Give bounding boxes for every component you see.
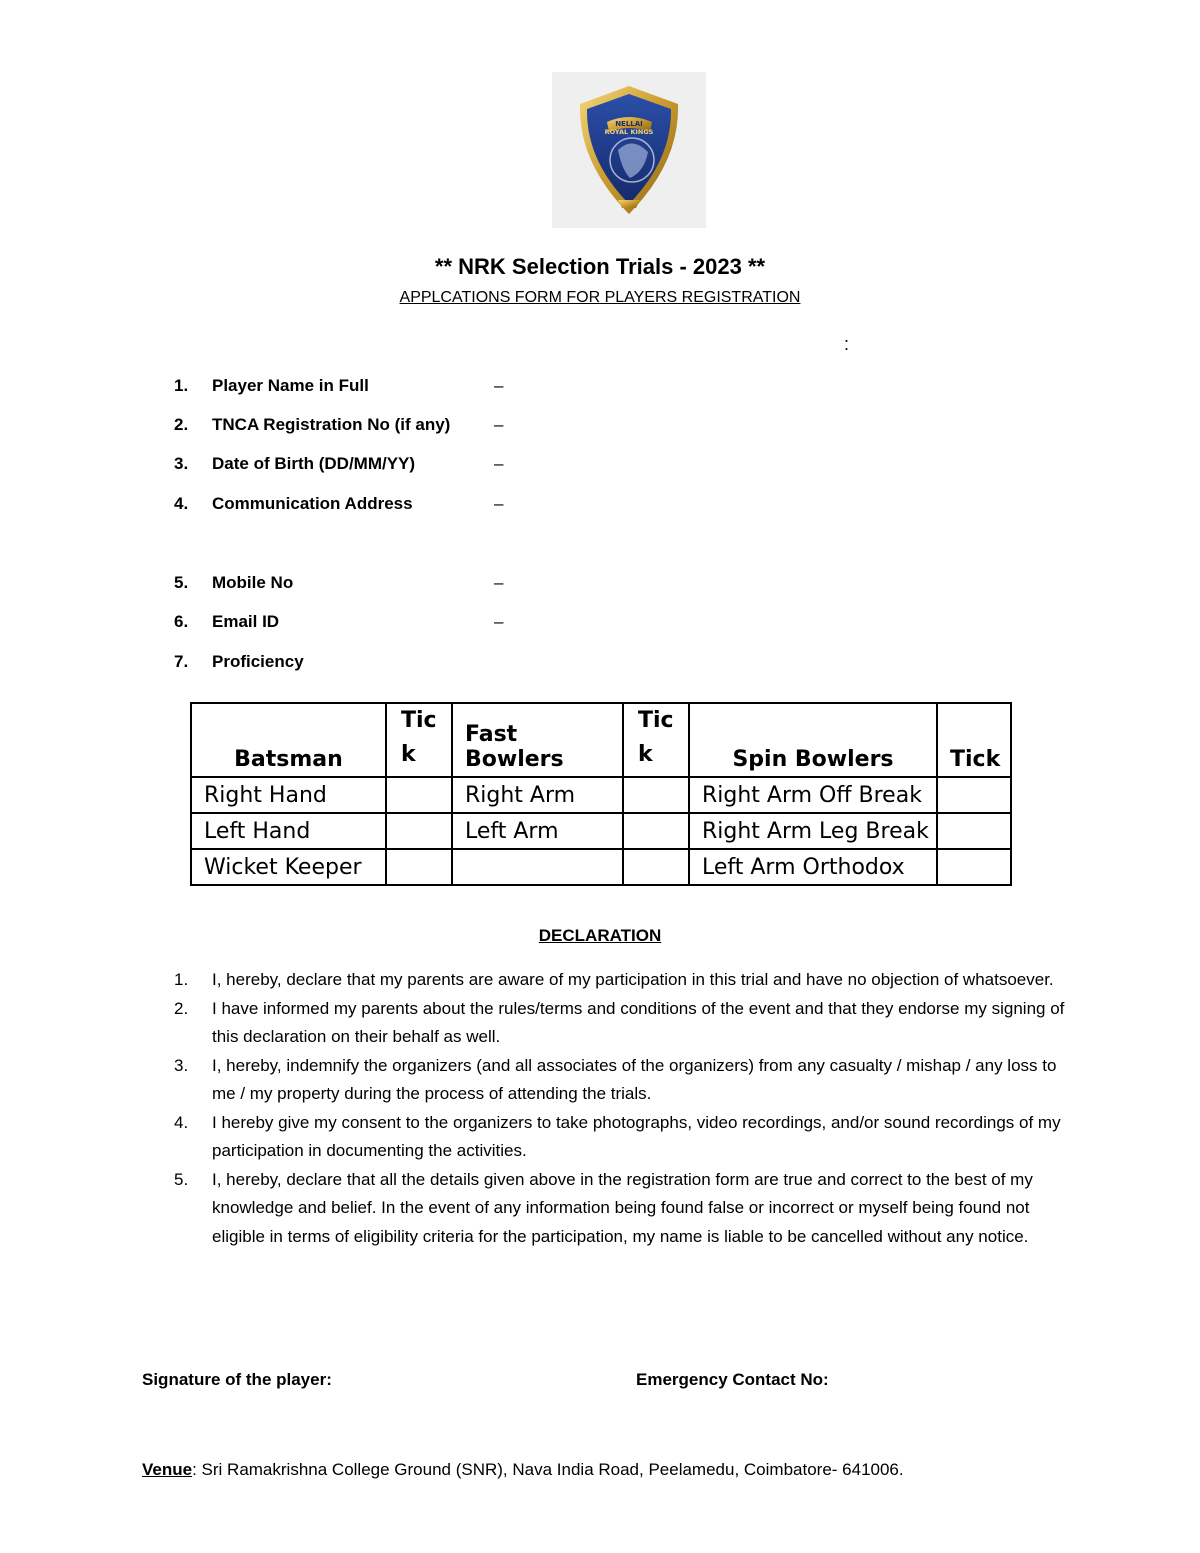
header-spin-bowlers: Spin Bowlers (689, 703, 937, 777)
declaration-item (0, 1109, 1080, 1166)
svg-text:ROYAL KINGS: ROYAL KINGS (604, 128, 654, 136)
header-tick-line: k (638, 742, 653, 767)
tick-checkbox-cell[interactable] (623, 777, 689, 813)
field-label: TNCA Registration No (if any) (212, 415, 451, 434)
header-tick (386, 703, 452, 777)
declaration-text: I, hereby, declare that my parents are aware of my participation in this trial and have no objection of whatsoever. (212, 970, 1054, 989)
cell-spin-bowler: Left Arm Orthodox (689, 849, 937, 885)
field-number: 2. (174, 415, 189, 434)
cell-fast-bowler: Left Arm (452, 813, 623, 849)
tick-checkbox-cell[interactable] (386, 777, 452, 813)
declaration-title: DECLARATION (538, 926, 662, 945)
field-number: 4. (174, 494, 189, 513)
tick-checkbox-cell[interactable] (937, 849, 1011, 885)
declaration-number: 1. (174, 970, 189, 989)
field-dash: – (494, 415, 504, 434)
cell-batsman: Right Hand (191, 777, 386, 813)
tick-checkbox-cell[interactable] (386, 813, 452, 849)
tick-checkbox-cell[interactable] (623, 849, 689, 885)
team-logo (552, 72, 706, 228)
declaration-item (0, 1052, 1080, 1109)
cell-spin-bowler: Right Arm Leg Break (689, 813, 937, 849)
field-label: Communication Address (212, 494, 413, 513)
declaration-number: 3. (174, 1055, 189, 1075)
tick-checkbox-cell[interactable] (386, 849, 452, 885)
cell-fast-bowler: Right Arm (452, 777, 623, 813)
header-tick-last: Tick (937, 703, 1011, 777)
cell-batsman: Left Hand (191, 813, 386, 849)
declaration-item (0, 1166, 1080, 1252)
declaration-text: I, hereby, declare that all the details given above in the registration form are true and correct to the best of my knowledge and belief. In the event of any information being found false or incorrect or myself being found not eligible in terms of eligibility criteria for the participation, my name is liable to be cancelled without any notice. (212, 1169, 1033, 1246)
field-label: Email ID (212, 612, 280, 631)
field-number: 3. (174, 454, 189, 473)
table-row (191, 813, 1011, 849)
header-tick-line: k (401, 742, 416, 767)
field-dash: – (494, 376, 504, 395)
field-number: 6. (174, 612, 189, 631)
colon-mark: : (844, 334, 850, 354)
signature-label: Signature of the player: (142, 1370, 332, 1389)
header-fast-bowlers: Fast Bowlers (452, 703, 623, 777)
table-row (191, 777, 1011, 813)
field-dash: – (494, 494, 504, 513)
declaration-number: 4. (174, 1112, 189, 1132)
declaration-item (0, 995, 1080, 1052)
field-label: Proficiency (212, 652, 304, 671)
cell-spin-bowler: Right Arm Off Break (689, 777, 937, 813)
declaration-text: I hereby give my consent to the organizers to take photographs, video recordings, and/or sound recordings of my participation in documenting the activities. (212, 1112, 1061, 1160)
field-dash: – (494, 612, 504, 631)
field-label: Player Name in Full (212, 376, 369, 395)
cell-fast-bowler (452, 849, 623, 885)
field-number: 5. (174, 573, 189, 592)
declaration-text: I have informed my parents about the rules/terms and conditions of the event and that they endorse my signing of this declaration on their behalf as well. (212, 998, 1065, 1046)
venue-text: : Sri Ramakrishna College Ground (SNR), Nava India Road, Peelamedu, Coimbatore- 641006. (192, 1460, 904, 1479)
page-title: ** NRK Selection Trials - 2023 ** (434, 254, 766, 279)
shield-crest-icon (552, 72, 706, 228)
declaration-list (0, 966, 1080, 1251)
field-number: 1. (174, 376, 189, 395)
field-label: Date of Birth (DD/MM/YY) (212, 454, 416, 473)
table-header-row (191, 703, 1011, 777)
header-batsman: Batsman (191, 703, 386, 777)
declaration-item (0, 966, 1080, 995)
tick-checkbox-cell[interactable] (937, 813, 1011, 849)
tick-checkbox-cell[interactable] (623, 813, 689, 849)
cell-batsman: Wicket Keeper (191, 849, 386, 885)
declaration-text: I, hereby, indemnify the organizers (and all associates of the organizers) from any casualty / mishap / any loss to me / my property during the process of attending the trials. (212, 1055, 1057, 1103)
tick-checkbox-cell[interactable] (937, 777, 1011, 813)
proficiency-table (190, 702, 1012, 886)
field-dash: – (494, 573, 504, 592)
header-tick (623, 703, 689, 777)
svg-text:NELLAI: NELLAI (615, 120, 643, 128)
form-subtitle: APPLCATIONS FORM FOR PLAYERS REGISTRATION (399, 289, 801, 306)
field-label: Mobile No (212, 573, 294, 592)
emergency-contact-label: Emergency Contact No: (636, 1370, 829, 1389)
venue-line (142, 1460, 904, 1480)
field-dash: – (494, 454, 504, 473)
venue-label: Venue (142, 1460, 193, 1479)
header-tick-line: Tic (638, 708, 674, 733)
declaration-number: 2. (174, 998, 189, 1018)
field-number: 7. (174, 652, 189, 671)
table-row (191, 849, 1011, 885)
declaration-number: 5. (174, 1169, 189, 1189)
header-tick-line: Tic (401, 708, 437, 733)
